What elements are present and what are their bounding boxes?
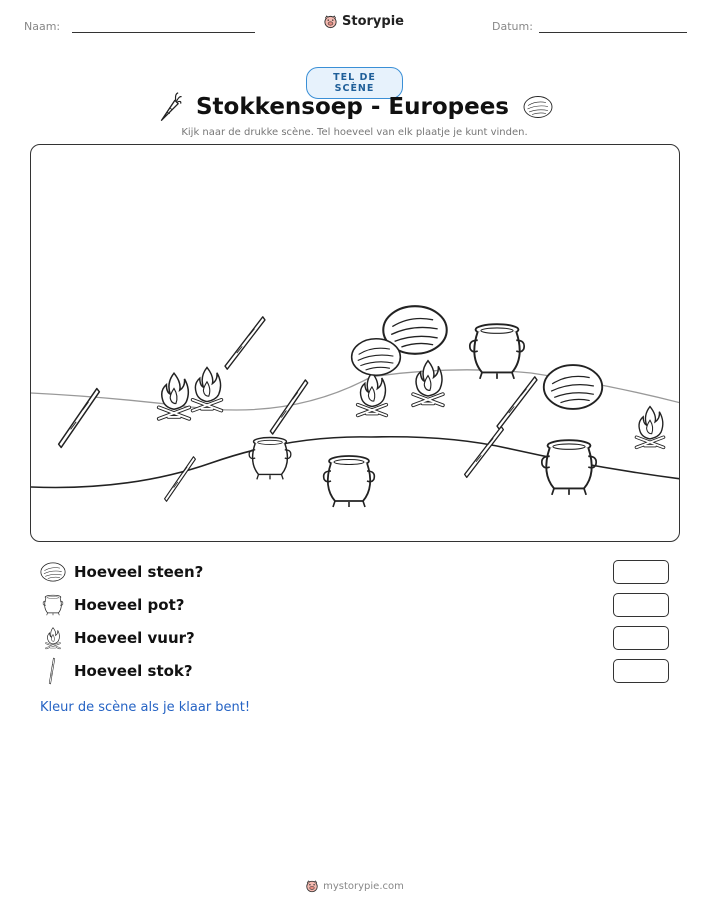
question-text: Hoeveel pot?: [74, 596, 185, 614]
stick-icon: [496, 372, 538, 434]
pot-icon: [41, 594, 65, 616]
stick-icon: [46, 657, 58, 685]
question-text: Hoeveel steen?: [74, 563, 204, 581]
question-row: [40, 560, 670, 593]
stone-icon: [40, 562, 66, 582]
pig-icon: [305, 880, 319, 893]
question-list: [40, 560, 670, 692]
coloring-instruction: Kleur de scène als je klaar bent!: [40, 700, 251, 715]
fire-icon: [44, 626, 62, 650]
fire-icon: [159, 373, 189, 419]
activity-badge: TEL DE SCÈNE: [306, 67, 403, 99]
pig-icon: [323, 15, 338, 29]
page-title: Stokkensoep - Europees: [195, 94, 509, 120]
question-row: [40, 593, 670, 626]
fire-icon: [358, 373, 387, 416]
answer-box-stick[interactable]: [613, 659, 669, 683]
question-row: [40, 626, 670, 659]
date-line[interactable]: [539, 32, 687, 33]
stick-icon: [224, 312, 266, 374]
stick-icon: [464, 422, 504, 482]
title-row: [0, 92, 709, 122]
footer: [0, 880, 709, 893]
stone-icon: [523, 95, 553, 119]
fire-icon: [193, 367, 222, 410]
pot-icon: [324, 456, 375, 507]
carrot-icon: [156, 92, 182, 122]
name-label: Naam:: [24, 20, 61, 33]
pot-icon: [542, 440, 596, 495]
stick-icon: [164, 453, 196, 505]
stone-icon: [544, 365, 602, 409]
answer-box-pot[interactable]: [613, 593, 669, 617]
counting-scene: [30, 144, 680, 542]
fire-icon: [413, 361, 443, 406]
date-label: Datum:: [492, 20, 533, 33]
answer-box-fire[interactable]: [613, 626, 669, 650]
answer-box-stone[interactable]: [613, 560, 669, 584]
question-text: Hoeveel vuur?: [74, 629, 195, 647]
brand-logo: [323, 14, 404, 29]
name-line[interactable]: [72, 32, 255, 33]
question-row: [40, 659, 670, 692]
stick-icon: [58, 384, 100, 452]
fire-icon: [636, 407, 663, 448]
brand-name: Storypie: [342, 14, 404, 29]
question-text: Hoeveel stok?: [74, 662, 193, 680]
stone-icon: [352, 339, 401, 376]
page-subtitle: Kijk naar de drukke scène. Tel hoeveel van elk plaatje je kunt vinden.: [181, 127, 528, 138]
pot-icon: [470, 324, 524, 379]
scene-illustration: [31, 145, 680, 542]
pot-icon: [249, 437, 291, 479]
footer-url[interactable]: mystorypie.com: [323, 881, 404, 892]
